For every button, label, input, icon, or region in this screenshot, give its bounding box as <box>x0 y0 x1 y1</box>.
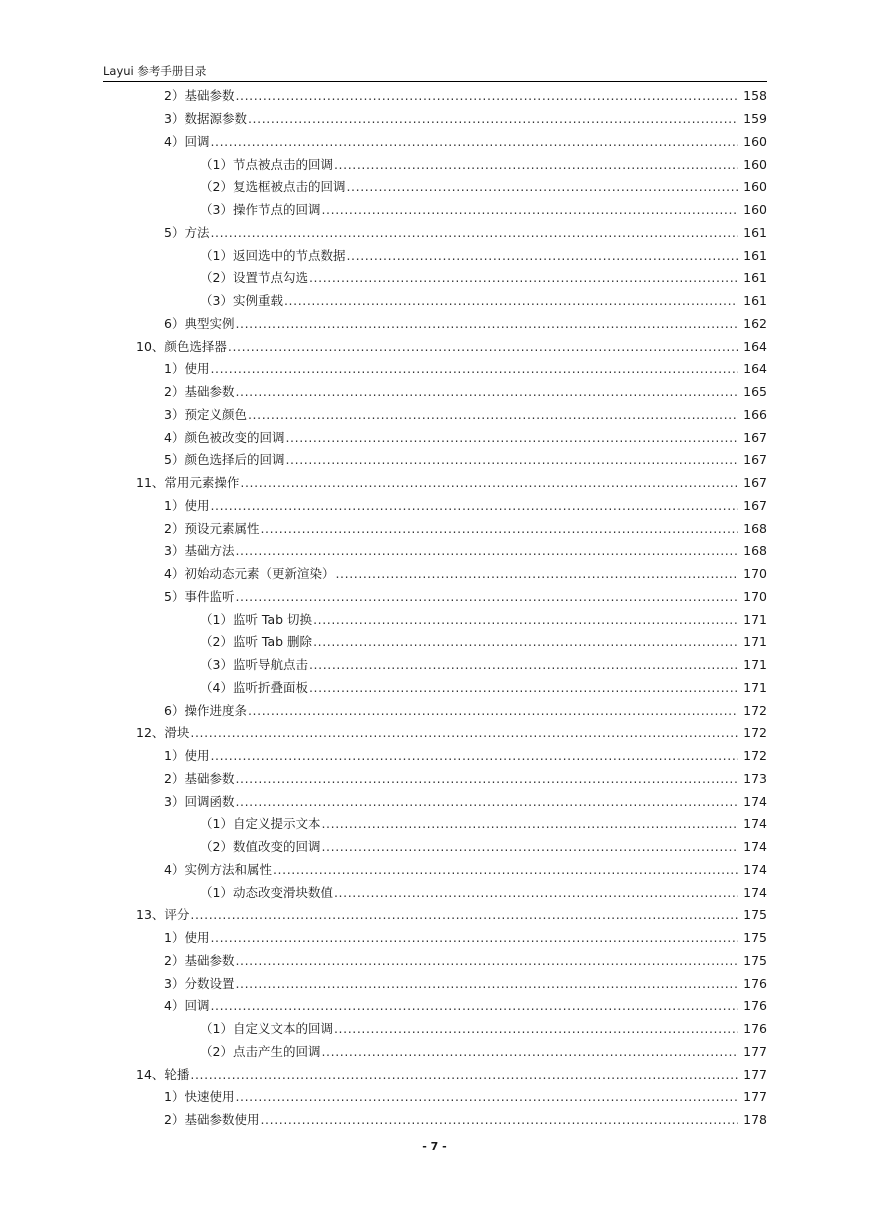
dot-leader <box>210 225 738 241</box>
toc-entry[interactable] <box>103 448 767 471</box>
toc-entry-title: 10、颜色选择器 <box>136 338 227 354</box>
toc-entry[interactable] <box>103 1085 767 1108</box>
toc-entry-page: 159 <box>743 111 767 126</box>
toc-entry-page: 160 <box>743 156 767 172</box>
dot-leader <box>235 88 738 104</box>
dot-leader <box>228 339 738 355</box>
dot-leader <box>321 816 738 832</box>
dot-leader <box>235 953 738 969</box>
toc-entry-page: 177 <box>743 1066 767 1082</box>
toc-entry-title: 1）快速使用 <box>164 1089 235 1105</box>
toc-entry-title: （3）监听导航点击 <box>200 657 308 672</box>
toc-entry-title: 3）预定义颜色 <box>164 406 247 422</box>
toc-entry-page: 161 <box>743 293 767 308</box>
toc-entry-title: 12、滑块 <box>136 725 190 741</box>
toc-entry[interactable] <box>103 1107 767 1130</box>
dot-leader <box>235 384 738 400</box>
dot-leader <box>335 566 738 582</box>
toc-entry-page: 175 <box>743 907 767 923</box>
toc-entry[interactable] <box>103 288 767 311</box>
toc-entry-title: 6）典型实例 <box>164 315 235 331</box>
toc-entry-title: （1）动态改变滑块数值 <box>200 884 333 900</box>
toc-entry-page: 160 <box>743 179 767 195</box>
toc-entry[interactable] <box>103 698 767 721</box>
toc-entry-page: 172 <box>743 748 767 763</box>
dot-leader <box>321 1044 738 1060</box>
dot-leader <box>346 179 738 195</box>
toc-entry[interactable] <box>103 607 767 630</box>
dot-leader <box>210 748 738 764</box>
toc-entry-page: 173 <box>743 770 767 786</box>
toc-entry[interactable] <box>103 106 767 129</box>
toc-entry-page: 176 <box>743 1021 767 1036</box>
toc-entry[interactable] <box>103 903 767 926</box>
toc-entry-title: 3）分数设置 <box>164 975 235 991</box>
toc-entry-page: 164 <box>743 361 767 377</box>
toc-entry-title: 2）预设元素属性 <box>164 520 260 536</box>
toc-entry-page: 160 <box>743 202 767 217</box>
dot-leader <box>334 157 738 173</box>
toc-entry[interactable] <box>103 789 767 812</box>
dot-leader <box>210 930 738 946</box>
toc-entry[interactable] <box>103 584 767 607</box>
toc-entry-title: 4）颜色被改变的回调 <box>164 429 285 445</box>
toc-entry[interactable] <box>103 379 767 402</box>
toc-entry-page: 171 <box>743 657 767 672</box>
toc-entry[interactable] <box>103 402 767 425</box>
toc-entry-title: 5）方法 <box>164 224 210 240</box>
toc-entry-title: （3）实例重载 <box>200 293 283 308</box>
toc-entry-page: 177 <box>743 1089 767 1105</box>
toc-entry-page: 172 <box>743 702 767 718</box>
toc-entry-title: 2）基础参数 <box>164 88 235 104</box>
dot-leader <box>210 134 738 150</box>
toc-entry[interactable] <box>103 129 767 152</box>
toc-entry-title: （1）自定义提示文本 <box>200 816 321 832</box>
dot-leader <box>210 998 738 1014</box>
toc-entry[interactable] <box>103 675 767 698</box>
toc-entry[interactable] <box>103 994 767 1017</box>
toc-entry-title: （2）数值改变的回调 <box>200 839 321 854</box>
toc-entry-page: 171 <box>743 679 767 695</box>
toc-entry-page: 167 <box>743 452 767 468</box>
toc-entry[interactable] <box>103 948 767 971</box>
toc-entry-title: 6）操作进度条 <box>164 702 247 718</box>
toc-entry[interactable] <box>103 630 767 653</box>
toc-entry-page: 161 <box>743 247 767 263</box>
toc-entry[interactable] <box>103 1039 767 1062</box>
toc-entry-title: 5）事件监听 <box>164 588 235 604</box>
dot-leader <box>190 725 738 741</box>
toc-entry-page: 177 <box>743 1043 767 1059</box>
dot-leader <box>235 1089 738 1105</box>
toc-entry[interactable] <box>103 1016 767 1039</box>
toc-entry-page: 175 <box>743 930 767 945</box>
dot-leader <box>321 839 738 855</box>
toc-entry[interactable] <box>103 766 767 789</box>
toc-entry-page: 170 <box>743 566 767 581</box>
toc-entry-title: 4）实例方法和属性 <box>164 861 272 877</box>
toc-entry-title: （3）操作节点的回调 <box>200 202 321 217</box>
toc-entry[interactable] <box>103 812 767 835</box>
toc-entry[interactable] <box>103 743 767 766</box>
toc-entry-page: 158 <box>743 88 767 104</box>
dot-leader <box>334 1021 738 1037</box>
toc-entry-title: 4）初始动态元素（更新渲染） <box>164 566 335 581</box>
toc-entry[interactable] <box>103 925 767 948</box>
toc-entry-title: 2）基础参数 <box>164 770 235 786</box>
toc-entry[interactable] <box>103 971 767 994</box>
dot-leader <box>334 885 738 901</box>
table-of-contents <box>103 84 767 1131</box>
toc-entry[interactable] <box>103 175 767 198</box>
dot-leader <box>235 316 738 332</box>
toc-entry-page: 167 <box>743 429 767 445</box>
toc-entry-page: 176 <box>743 998 767 1014</box>
toc-entry[interactable] <box>103 652 767 675</box>
toc-entry-page: 167 <box>743 497 767 513</box>
dot-leader <box>260 521 738 537</box>
toc-entry-page: 168 <box>743 520 767 536</box>
toc-entry-title: （2）点击产生的回调 <box>200 1043 321 1059</box>
toc-entry-page: 174 <box>743 839 767 854</box>
toc-entry[interactable] <box>103 84 767 107</box>
toc-entry-title: （1）自定义文本的回调 <box>200 1021 333 1036</box>
toc-entry-page: 172 <box>743 725 767 741</box>
toc-entry[interactable] <box>103 880 767 903</box>
dot-leader <box>190 1067 738 1083</box>
toc-entry[interactable] <box>103 834 767 857</box>
toc-entry-page: 161 <box>743 224 767 240</box>
dot-leader <box>235 543 738 559</box>
toc-entry[interactable] <box>103 220 767 243</box>
toc-entry-title: 3）基础方法 <box>164 543 235 559</box>
toc-entry-title: 3）回调函数 <box>164 793 235 809</box>
toc-entry-title: 1）使用 <box>164 497 210 513</box>
dot-leader <box>248 703 738 719</box>
toc-entry-page: 162 <box>743 315 767 331</box>
toc-entry[interactable] <box>103 243 767 266</box>
dot-leader <box>235 589 738 605</box>
toc-entry-title: 2）基础参数 <box>164 952 235 968</box>
dot-leader <box>210 498 738 514</box>
dot-leader <box>260 1112 738 1128</box>
dot-leader <box>235 771 738 787</box>
toc-entry[interactable] <box>103 516 767 539</box>
header-title: Layui 参考手册目录 <box>103 64 207 78</box>
dot-leader <box>235 794 738 810</box>
dot-leader <box>235 976 738 992</box>
toc-entry-page: 167 <box>743 475 767 490</box>
dot-leader <box>240 475 738 491</box>
toc-entry[interactable] <box>103 311 767 334</box>
dot-leader <box>273 862 738 878</box>
toc-entry[interactable] <box>103 721 767 744</box>
dot-leader <box>285 452 738 468</box>
toc-entry-title: 5）颜色选择后的回调 <box>164 452 285 468</box>
toc-entry-title: 1）使用 <box>164 748 210 763</box>
toc-entry-page: 175 <box>743 952 767 968</box>
page-header <box>103 61 767 82</box>
toc-entry-title: 2）基础参数 <box>164 384 235 399</box>
toc-entry-page: 168 <box>743 543 767 559</box>
toc-entry[interactable] <box>103 197 767 220</box>
toc-entry-title: （1）监听 Tab 切换 <box>200 611 313 627</box>
dot-leader <box>190 907 738 923</box>
toc-entry[interactable] <box>103 1062 767 1085</box>
toc-entry-title: 4）回调 <box>164 133 210 149</box>
toc-entry-page: 164 <box>743 338 767 354</box>
dot-leader <box>210 361 738 377</box>
dot-leader <box>309 680 738 696</box>
dot-leader <box>285 430 738 446</box>
toc-entry-page: 160 <box>743 133 767 149</box>
dot-leader <box>309 270 738 286</box>
dot-leader <box>346 248 738 264</box>
toc-entry-page: 174 <box>743 884 767 900</box>
toc-entry-title: 14、轮播 <box>136 1066 190 1082</box>
dot-leader <box>284 293 738 309</box>
toc-entry-title: （2）设置节点勾选 <box>200 270 308 286</box>
toc-entry-title: 11、常用元素操作 <box>136 475 240 490</box>
toc-entry-page: 178 <box>743 1112 767 1127</box>
toc-entry-page: 176 <box>743 975 767 991</box>
toc-entry[interactable] <box>103 266 767 289</box>
toc-entry[interactable] <box>103 357 767 380</box>
dot-leader <box>248 111 738 127</box>
toc-entry[interactable] <box>103 152 767 175</box>
dot-leader <box>321 202 738 218</box>
toc-entry-page: 174 <box>743 861 767 877</box>
toc-entry[interactable] <box>103 539 767 562</box>
toc-entry-page: 171 <box>743 634 767 650</box>
toc-entry-page: 161 <box>743 270 767 286</box>
toc-entry[interactable] <box>103 857 767 880</box>
toc-entry[interactable] <box>103 493 767 516</box>
toc-entry-title: （1）节点被点击的回调 <box>200 156 333 172</box>
dot-leader <box>313 634 738 650</box>
toc-entry-page: 166 <box>743 406 767 422</box>
toc-entry-title: （2）监听 Tab 删除 <box>200 634 313 650</box>
toc-entry[interactable] <box>103 334 767 357</box>
toc-entry-page: 171 <box>743 611 767 627</box>
toc-entry-page: 174 <box>743 793 767 809</box>
toc-entry-page: 174 <box>743 816 767 832</box>
toc-entry-title: （4）监听折叠面板 <box>200 679 308 695</box>
toc-entry-title: 13、评分 <box>136 907 190 923</box>
toc-entry-title: 1）使用 <box>164 930 210 945</box>
toc-entry-title: （2）复选框被点击的回调 <box>200 179 346 195</box>
toc-entry-title: 2）基础参数使用 <box>164 1112 260 1127</box>
toc-entry[interactable] <box>103 561 767 584</box>
page-number: - 7 - <box>422 1140 447 1153</box>
toc-entry-page: 170 <box>743 588 767 604</box>
toc-entry-title: 1）使用 <box>164 361 210 377</box>
toc-entry-title: 3）数据源参数 <box>164 111 247 126</box>
dot-leader <box>313 612 738 628</box>
dot-leader <box>248 407 738 423</box>
toc-entry-page: 165 <box>743 384 767 399</box>
toc-entry-title: （1）返回选中的节点数据 <box>200 247 346 263</box>
dot-leader <box>309 657 738 673</box>
toc-entry[interactable] <box>103 470 767 493</box>
toc-entry-title: 4）回调 <box>164 998 210 1014</box>
toc-entry[interactable] <box>103 425 767 448</box>
